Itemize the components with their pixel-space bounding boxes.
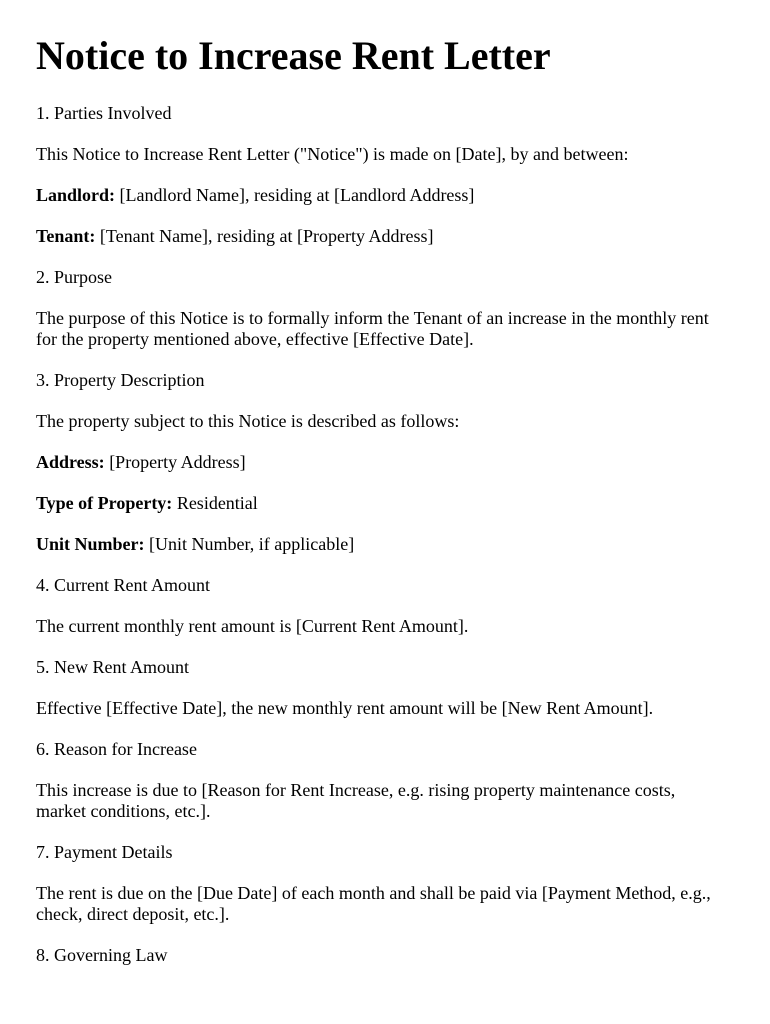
tenant-label: Tenant: — [36, 226, 96, 246]
landlord-value: [Landlord Name], residing at [Landlord Address] — [115, 185, 475, 205]
document-title: Notice to Increase Rent Letter — [36, 33, 551, 78]
section-heading-parties: 1. Parties Involved — [36, 103, 172, 123]
parties-intro: This Notice to Increase Rent Letter ("Notice") is made on [Date], by and between: — [36, 144, 629, 164]
property-type-value: Residential — [172, 493, 258, 513]
unit-number-label: Unit Number: — [36, 534, 145, 554]
current-rent-text: The current monthly rent amount is [Current Rent Amount]. — [36, 616, 469, 636]
tenant-value: [Tenant Name], residing at [Property Address] — [95, 226, 434, 246]
landlord-line — [36, 185, 726, 206]
section-heading-current-rent: 4. Current Rent Amount — [36, 575, 210, 595]
section-heading-new-rent: 5. New Rent Amount — [36, 657, 189, 677]
purpose-text: The purpose of this Notice is to formally inform the Tenant of an increase in the monthly rent for the property mentioned above, effective [Effective Date]. — [36, 308, 709, 349]
tenant-line — [36, 226, 726, 247]
address-line — [36, 452, 726, 473]
property-intro: The property subject to this Notice is described as follows: — [36, 411, 460, 431]
unit-number-value: [Unit Number, if applicable] — [144, 534, 355, 554]
unit-number-line — [36, 534, 726, 555]
new-rent-text: Effective [Effective Date], the new monthly rent amount will be [New Rent Amount]. — [36, 698, 654, 718]
section-heading-reason: 6. Reason for Increase — [36, 739, 197, 759]
property-type-label: Type of Property: — [36, 493, 173, 513]
property-type-line — [36, 493, 726, 514]
landlord-label: Landlord: — [36, 185, 116, 205]
reason-text: This increase is due to [Reason for Rent Increase, e.g. rising property maintenance costs, market conditions, etc.]. — [36, 780, 676, 821]
payment-text: The rent is due on the [Due Date] of each month and shall be paid via [Payment Method, e.g., check, direct deposit, etc.]. — [36, 883, 711, 924]
address-value: [Property Address] — [104, 452, 246, 472]
section-heading-purpose: 2. Purpose — [36, 267, 112, 287]
section-heading-governing-law: 8. Governing Law — [36, 945, 168, 965]
address-label: Address: — [36, 452, 105, 472]
section-heading-payment: 7. Payment Details — [36, 842, 173, 862]
section-heading-property: 3. Property Description — [36, 370, 205, 390]
